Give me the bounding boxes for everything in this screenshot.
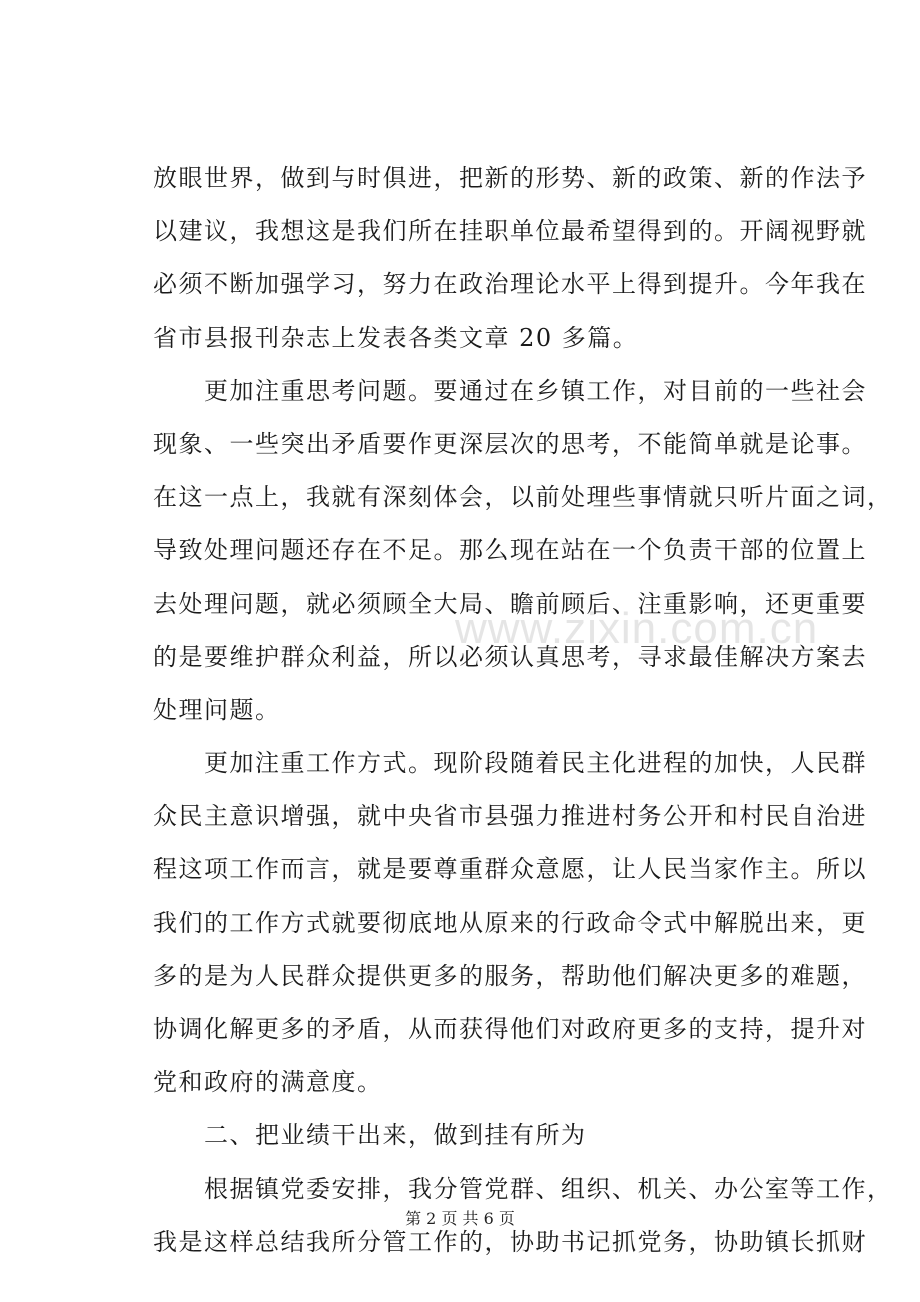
text-line: 处理问题。 bbox=[153, 695, 281, 724]
text-line: 以建议，我想这是我们所在挂职单位最希望得到的。开阔视野就 bbox=[153, 217, 867, 246]
text-line: 程这项工作而言，就是要尊重群众意愿，让人民当家作主。所以 bbox=[153, 855, 867, 884]
text-line: 更加注重工作方式。现阶段随着民主化进程的加快，人民群 bbox=[153, 749, 867, 778]
page-number-label: 第 2 页 共 6 页 bbox=[405, 1209, 515, 1228]
text-line: 根据镇党委安排，我分管党群、组织、机关、办公室等工作， bbox=[153, 1174, 893, 1203]
text-line: 党和政府的满意度。 bbox=[153, 1068, 383, 1097]
text-line: 我们的工作方式就要彻底地从原来的行政命令式中解脱出来，更 bbox=[153, 908, 867, 937]
text-line: 去处理问题，就必须顾全大局、瞻前顾后、注重影响，还更重要 bbox=[153, 589, 867, 618]
text-line: 的是要维护群众利益，所以必须认真思考，寻求最佳解决方案去 bbox=[153, 642, 867, 671]
text-line: 协调化解更多的矛盾，从而获得他们对政府更多的支持，提升对 bbox=[153, 1015, 867, 1043]
watermark: www.zixin.com.cn bbox=[455, 604, 819, 653]
section-heading bbox=[153, 1109, 801, 1162]
text-line: 现象、一些突出矛盾要作更深层次的思考，不能简单就是论事。 bbox=[153, 429, 867, 458]
text-line: 导致处理问题还存在不足。那么现在站在一个负责干部的位置上 bbox=[153, 536, 867, 565]
text-line: 更加注重思考问题。要通过在乡镇工作，对目前的一些社会 bbox=[153, 376, 867, 405]
paragraph-2 bbox=[153, 365, 893, 737]
text-line: 省市县报刊杂志上发表各类文章 20 多篇。 bbox=[153, 323, 639, 352]
page-footer bbox=[0, 1206, 920, 1229]
text-line: 必须不断加强学习，努力在政治理论水平上得到提升。今年我在 bbox=[153, 270, 867, 299]
document-body bbox=[153, 152, 893, 1269]
text-line: 二、把业绩干出来，做到挂有所为 bbox=[153, 1121, 587, 1150]
text-line: 众民主意识增强，就中央省市县强力推进村务公开和村民自治进 bbox=[153, 802, 867, 831]
text-line: 在这一点上，我就有深刻体会，以前处理些事情就只听片面之词， bbox=[153, 483, 893, 512]
paragraph-1 bbox=[153, 152, 867, 365]
paragraph-3 bbox=[153, 737, 867, 1109]
text-line: 我是这样总结我所分管工作的，协助书记抓党务，协助镇长抓财 bbox=[153, 1227, 867, 1256]
text-line: 放眼世界，做到与时俱进，把新的形势、新的政策、新的作法予 bbox=[153, 164, 867, 192]
text-line: 多的是为人民群众提供更多的服务，帮助他们解决更多的难题， bbox=[153, 961, 867, 990]
